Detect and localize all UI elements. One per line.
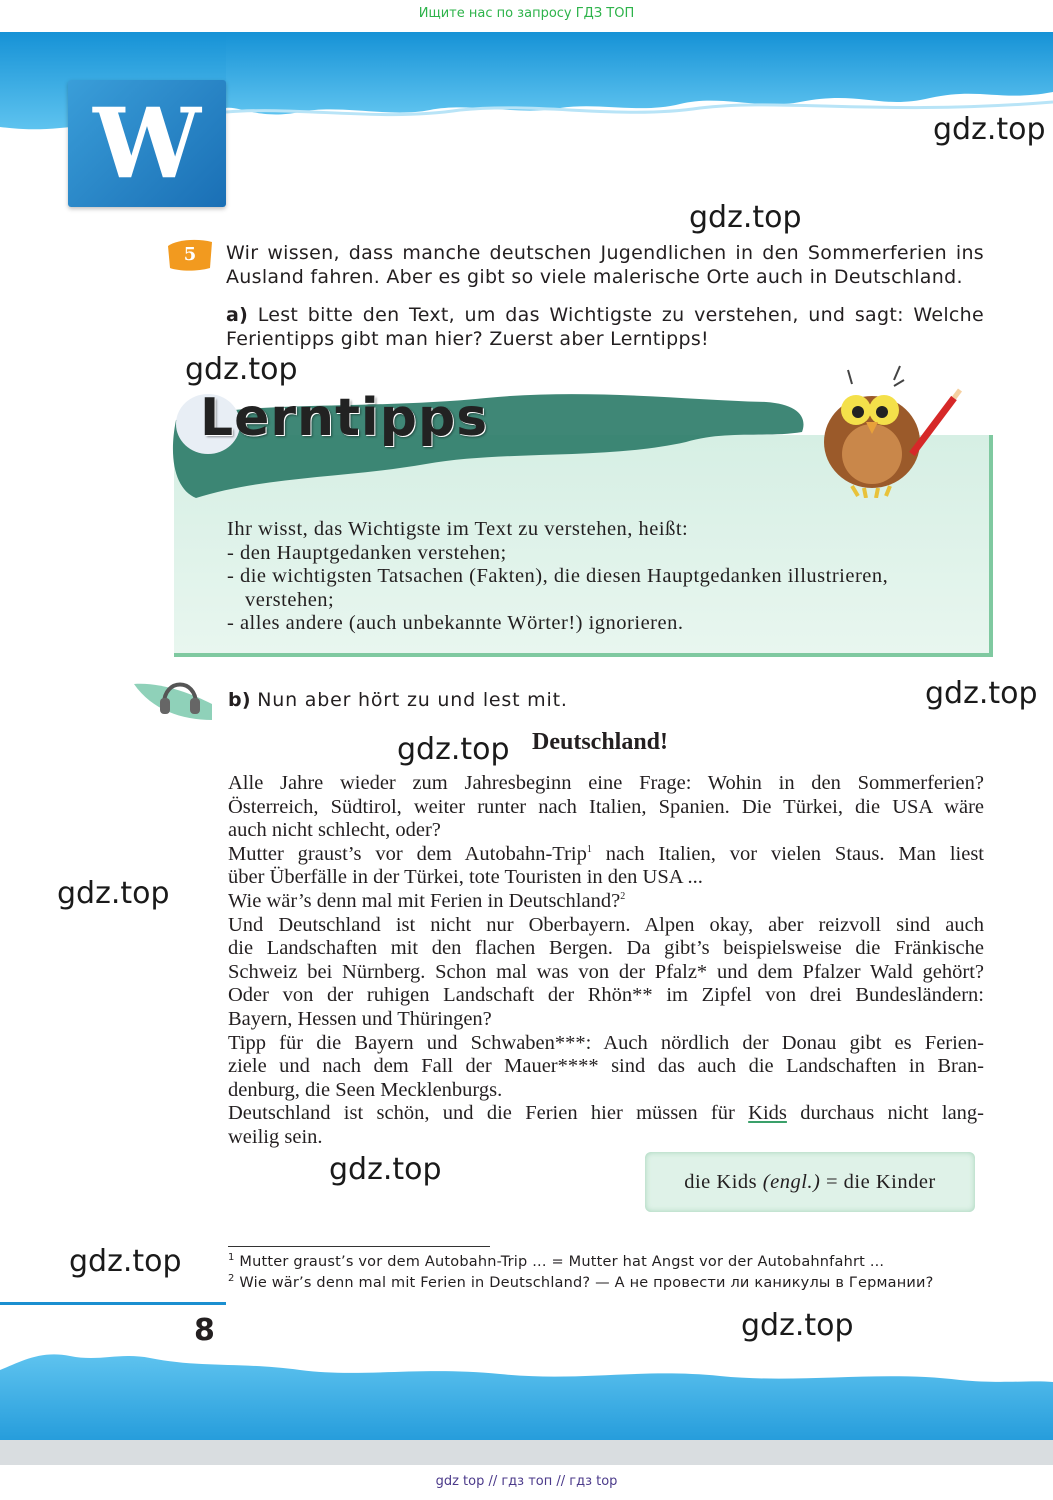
footnote-number: 1 bbox=[228, 1252, 235, 1264]
part-a-line: Lest bitte den Text, um das Wichtigste zu verstehen, und sagt: Welche bbox=[257, 304, 984, 326]
page-number-rule bbox=[0, 1302, 226, 1305]
article-line: Tipp für die Bayern und Schwaben***: Auch nördlich der Donau gibt es Ferien- bbox=[228, 1031, 984, 1054]
watermark: gdz.top bbox=[397, 732, 510, 767]
article-line: auch nicht schlecht, oder? bbox=[228, 819, 441, 842]
lerntipps-title: Lerntipps bbox=[200, 388, 489, 448]
article-line: Und Deutschland ist nicht nur Oberbayern. Alpen okay, aber reizvoll sind auch bbox=[228, 913, 984, 936]
article-line: weilig sein. bbox=[228, 1125, 323, 1148]
vocab-language: (engl.) bbox=[762, 1171, 821, 1193]
vocab-word-kids: Kids bbox=[748, 1102, 787, 1125]
article-line: Alle Jahre wieder zum Jahresbeginn eine Frage: Wohin in den Sommerferien? bbox=[228, 772, 984, 794]
article-line: durchaus nicht lang- bbox=[800, 1102, 984, 1125]
article-line: ziele und nach dem Fall der Mauer**** sind das auch die Landschaften in Bran- bbox=[228, 1055, 984, 1078]
page-number: 8 bbox=[194, 1313, 215, 1348]
watermark: gdz.top bbox=[185, 352, 298, 387]
watermark: gdz.top bbox=[57, 876, 170, 911]
article-line: Mutter graust’s vor dem Autobahn-Trip bbox=[228, 842, 587, 865]
footnote bbox=[228, 1273, 934, 1294]
footnote-ref: 1 bbox=[586, 843, 592, 855]
lerntipps-content bbox=[227, 518, 927, 636]
watermark: gdz.top bbox=[69, 1244, 182, 1279]
bottom-links-note: gdz top // гдз топ // гдз top bbox=[435, 1474, 618, 1489]
vocab-term: die Kids bbox=[684, 1171, 758, 1193]
part-a-instruction bbox=[226, 303, 984, 351]
footnote-divider bbox=[228, 1246, 490, 1247]
part-b-text: Nun aber hört zu und lest mit. bbox=[257, 689, 568, 711]
article-line: Bayern, Hessen und Thüringen? bbox=[228, 1007, 492, 1030]
part-b-label: b) bbox=[228, 689, 251, 711]
lerntipps-line: - den Hauptgedanken verstehen; bbox=[227, 541, 507, 564]
article-line: Oder von der ruhigen Landschaft der Rhön** im Zipfel von drei Bundesländern: bbox=[228, 984, 984, 1007]
task-intro bbox=[226, 241, 984, 289]
footnote-number: 2 bbox=[228, 1273, 235, 1285]
vocab-translation: = die Kinder bbox=[825, 1171, 936, 1193]
lerntipps-line: - die wichtigsten Tatsachen (Fakten), die diesen Hauptgedanken illustrieren, bbox=[227, 565, 889, 588]
lerntipps-line: Ihr wisst, das Wichtigste im Text zu verstehen, heißt: bbox=[227, 518, 689, 540]
lerntipps-line: - alles andere (auch unbekannte Wörter!) ignorieren. bbox=[227, 612, 684, 635]
section-letter-box bbox=[68, 80, 226, 207]
section-letter: W bbox=[93, 87, 201, 200]
task-intro-line: Ausland fahren. Aber es gibt so viele malerische Orte auch in Deutschland. bbox=[226, 266, 963, 288]
article-body bbox=[228, 772, 984, 1150]
article-line: die Landschaften mit den flachen Bergen. Da gibt’s beispielsweise die Fränkische bbox=[228, 937, 984, 960]
watermark: gdz.top bbox=[741, 1308, 854, 1343]
vocabulary-box bbox=[645, 1152, 975, 1212]
owl-teacher-icon bbox=[812, 362, 964, 498]
task-intro-line: Wir wissen, dass manche deutschen Jugendlichen in den Sommerferien ins bbox=[226, 242, 984, 264]
footnote-text: Wie wär’s denn mal mit Ferien in Deutschland? — А не провести ли каникулы в Германии? bbox=[239, 1275, 934, 1291]
article-line: Deutschland ist schön, und die Ferien hier müssen für bbox=[228, 1102, 735, 1125]
part-b-instruction bbox=[228, 688, 568, 712]
task-number-badge bbox=[166, 238, 214, 272]
footnote bbox=[228, 1252, 934, 1273]
watermark: gdz.top bbox=[925, 676, 1038, 711]
article-line: Österreich, Südtirol, weiter runter nach Italien, Spanien. Die Türkei, die USA wäre bbox=[228, 795, 984, 818]
watermark: gdz.top bbox=[933, 112, 1046, 147]
part-a-label: a) bbox=[226, 304, 249, 326]
headphones-icon bbox=[132, 664, 214, 722]
lerntipps-line: verstehen; bbox=[245, 588, 335, 611]
article-line: über Überfälle in der Türkei, tote Touristen in den USA ... bbox=[228, 866, 703, 889]
watermark: gdz.top bbox=[329, 1152, 442, 1187]
article-line: Schweiz bei Nürnberg. Schon mal was von der Pfalz* und dem Pfalzer Wald gehört? bbox=[228, 960, 984, 983]
article-line: nach Italien, vor vielen Staus. Man liest bbox=[605, 842, 984, 865]
article-title: Deutschland! bbox=[532, 729, 669, 755]
footnote-text: Mutter graust’s vor dem Autobahn-Trip ... = Mutter hat Angst vor der Autobahnfahrt ... bbox=[239, 1254, 885, 1270]
footnote-ref: 2 bbox=[620, 891, 626, 903]
footnotes bbox=[228, 1252, 934, 1294]
task-number: 5 bbox=[183, 244, 197, 265]
vocabulary-entry bbox=[645, 1152, 975, 1212]
bottom-banner-decoration bbox=[0, 1340, 1053, 1465]
top-search-note: Ищите нас по запросу ГДЗ ТОП bbox=[418, 6, 635, 21]
watermark: gdz.top bbox=[689, 200, 802, 235]
part-a-line: Ferientipps gibt man hier? Zuerst aber Lerntipps! bbox=[226, 328, 709, 350]
article-line: Wie wär’s denn mal mit Ferien in Deutschland? bbox=[228, 889, 621, 912]
article-line: denburg, die Seen Mecklenburgs. bbox=[228, 1078, 503, 1101]
